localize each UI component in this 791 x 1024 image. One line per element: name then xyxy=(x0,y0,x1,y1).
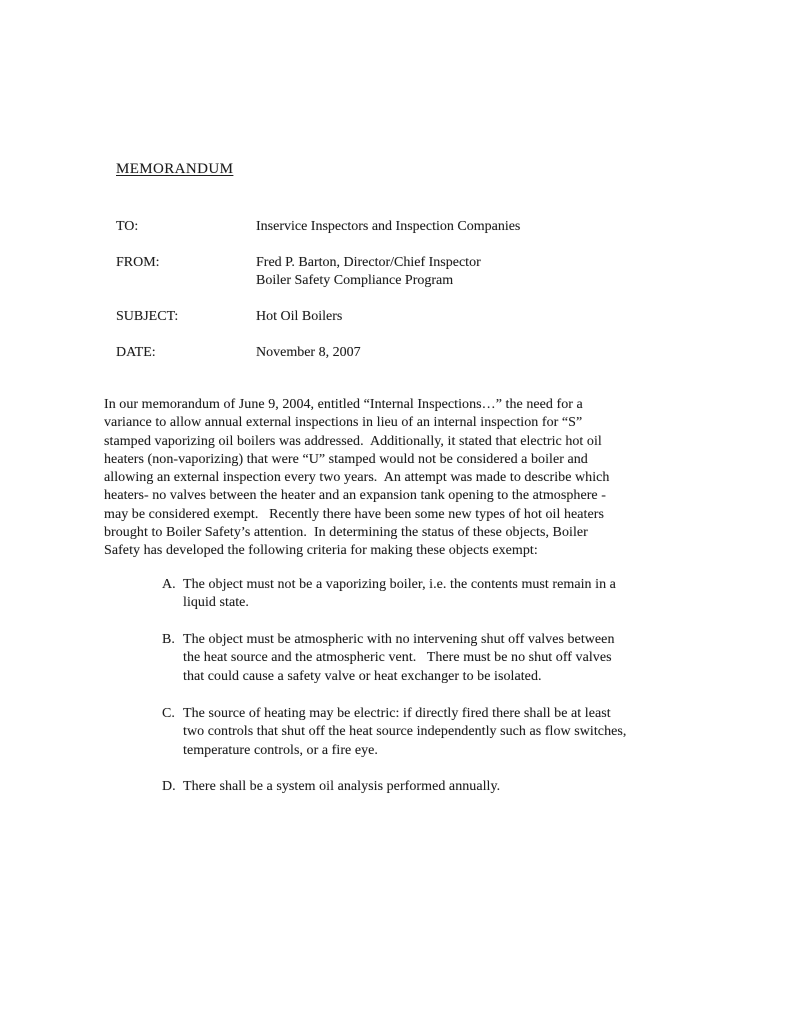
field-value-date xyxy=(256,344,361,362)
criteria-item-marker: B. xyxy=(162,631,175,647)
memo-header-fields xyxy=(116,218,520,380)
body-line: allowing an external inspection every two years. An attempt was made to describe which xyxy=(104,470,610,486)
criteria-item-c xyxy=(104,705,626,761)
body-line: Safety has developed the following criteria for making these objects exempt: xyxy=(104,543,538,559)
field-value-line: Hot Oil Boilers xyxy=(256,309,343,324)
criteria-item-line: liquid state. xyxy=(183,595,249,611)
body-line: heaters- no valves between the heater and an expansion tank opening to the atmosphere - xyxy=(104,488,606,504)
criteria-item-line: The object must be atmospheric with no intervening shut off valves between xyxy=(183,631,615,647)
field-value-line: Boiler Safety Compliance Program xyxy=(256,273,454,288)
field-value-to xyxy=(256,218,520,236)
criteria-item-line: two controls that shut off the heat source independently such as flow switches, xyxy=(183,724,627,740)
field-row-to xyxy=(116,218,520,236)
criteria-item-d xyxy=(104,778,626,797)
field-row-date xyxy=(116,344,520,362)
body-line: brought to Boiler Safety’s attention. In determining the status of these objects, Boiler xyxy=(104,525,588,541)
field-value-from xyxy=(256,254,481,290)
criteria-item-text xyxy=(183,576,616,613)
body-line: stamped vaporizing oil boilers was addressed. Additionally, it stated that electric hot oil xyxy=(104,433,602,449)
field-value-line: November 8, 2007 xyxy=(256,345,361,360)
criteria-item-b xyxy=(104,631,626,687)
criteria-item-a xyxy=(104,576,626,613)
body-line: variance to allow annual external inspections in lieu of an internal inspection for “S” xyxy=(104,415,583,431)
criteria-list xyxy=(104,576,626,797)
criteria-item-line: temperature controls, or a fire eye. xyxy=(183,742,378,758)
criteria-item-text xyxy=(183,778,500,797)
body-line: In our memorandum of June 9, 2004, entitled “Internal Inspections…” the need for a xyxy=(104,397,583,412)
body-paragraph xyxy=(104,396,626,561)
criteria-item-line: that could cause a safety valve or heat exchanger to be isolated. xyxy=(183,669,542,685)
criteria-item-marker: D. xyxy=(162,779,176,795)
field-label-from: FROM: xyxy=(116,255,160,270)
criteria-item-marker: C. xyxy=(162,705,175,721)
field-label-subject: SUBJECT: xyxy=(116,309,179,324)
field-row-from xyxy=(116,254,520,290)
body-line: may be considered exempt. Recently there have been some new types of hot oil heaters xyxy=(104,506,604,522)
criteria-item-line: the heat source and the atmospheric vent. There must be no shut off valves xyxy=(183,650,612,666)
field-value-line: Inservice Inspectors and Inspection Companies xyxy=(256,219,521,234)
memo-title: MEMORANDUM xyxy=(116,161,234,177)
field-row-subject xyxy=(116,308,520,326)
field-value-subject xyxy=(256,308,342,326)
criteria-item-line: The source of heating may be electric: if directly fired there shall be at least xyxy=(183,705,611,721)
criteria-item-text xyxy=(183,631,615,687)
criteria-item-text xyxy=(183,705,626,761)
memo-content xyxy=(104,396,626,815)
criteria-item-marker: A. xyxy=(162,576,176,592)
field-label-date: DATE: xyxy=(116,345,156,360)
field-value-line: Fred P. Barton, Director/Chief Inspector xyxy=(256,255,481,270)
criteria-item-line: There shall be a system oil analysis performed annually. xyxy=(183,779,501,795)
field-label-to: TO: xyxy=(116,219,139,234)
body-line: heaters (non-vaporizing) that were “U” stamped would not be considered a boiler and xyxy=(104,451,588,467)
criteria-item-line: The object must not be a vaporizing boiler, i.e. the contents must remain in a xyxy=(183,576,616,592)
